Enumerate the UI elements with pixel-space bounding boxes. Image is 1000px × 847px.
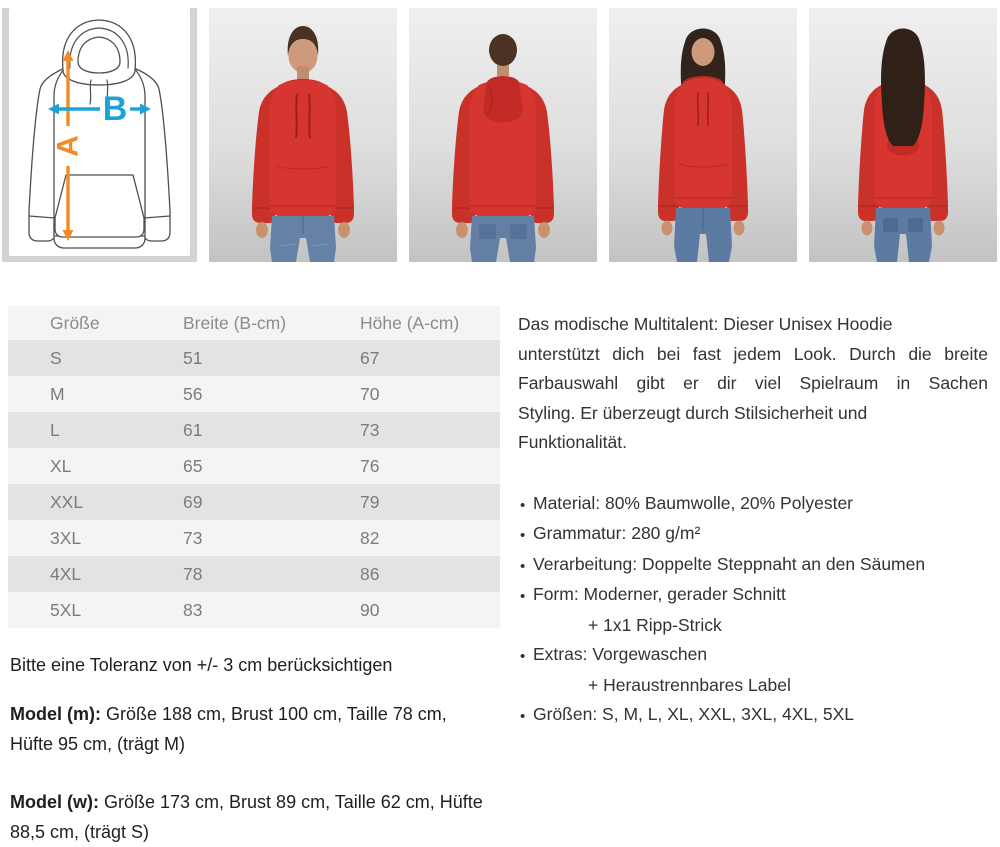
feature-text: Extras: Vorgewaschen [533,644,708,664]
size-table-header [8,306,500,340]
size-table [8,306,500,628]
model-m-label: Model (m): [10,704,101,724]
intro-line: Styling. Er überzeugt durch Stilsicherheit und [518,402,868,423]
woman-front-photo [609,8,797,262]
feature-subitem-label: + Heraustrennbares Label [588,674,791,695]
description-intro [518,310,988,458]
bullet-icon [518,550,533,581]
intro-line: unterstützt dich bei fast jedem Look. Durch die breite [518,343,988,364]
model-w-label: Model (w): [10,792,99,812]
intro-line: Funktionalität. [518,432,627,452]
height-cell: 73 [360,419,380,440]
model-m-note [10,700,484,759]
table-row-s [8,340,500,376]
feature-text: Grammatur: 280 g/m² [533,523,701,543]
feature-item-form [518,580,988,611]
height-cell: 67 [360,347,380,368]
table-row-5xl [8,592,500,628]
photo-man-back[interactable] [409,8,597,262]
feature-text: Größen: S, M, L, XL, XXL, 3XL, 4XL, 5XL [533,704,854,724]
size-cell: 4XL [50,563,82,584]
feature-item-extras [518,640,988,671]
table-row-xl [8,448,500,484]
feature-subitem-ripp-strick: + 1x1 Ripp-Strick [588,614,722,635]
column-header-height: Höhe (A-cm) [360,312,460,333]
height-measure-label: A [51,135,85,157]
table-row-4xl [8,556,500,592]
table-row-m [8,376,500,412]
bullet-icon [518,489,533,520]
bullet-icon [518,640,533,671]
model-m-text: Größe 188 cm, Brust 100 cm, Taille 78 cm, Hüfte 95 cm, (trägt M) [10,704,447,754]
photo-woman-front[interactable] [609,8,797,262]
width-cell: 69 [183,491,203,512]
feature-text: Verarbeitung: Doppelte Steppnaht an den Säumen [533,553,926,574]
width-cell: 83 [183,599,203,620]
feature-text: Material: 80% Baumwolle, 20% Polyester [533,492,854,513]
feature-item-material [518,489,988,520]
table-row-l [8,412,500,448]
intro-line: Farbauswahl gibt er dir viel Spielraum in Sachen [518,373,988,393]
feature-item-groessen [518,700,988,731]
height-cell: 82 [360,527,380,548]
size-cell: 3XL [50,527,82,548]
width-cell: 65 [183,455,203,476]
product-description [518,310,988,731]
tolerance-note: Bitte eine Toleranz von +/- 3 cm berücksichtigen [10,655,393,675]
feature-text: Form: Moderner, gerader Schnitt [533,584,786,604]
model-w-text: Größe 173 cm, Brust 89 cm, Taille 62 cm, Hüfte 88,5 cm, (trägt S) [10,792,483,842]
size-diagram-panel[interactable] [2,8,197,262]
hoodie-measurement-diagram [2,8,197,262]
size-cell: 5XL [50,599,82,620]
man-back-photo [409,8,597,262]
column-header-width: Breite (B-cm) [183,312,287,333]
width-measure-label: B [102,90,128,128]
height-cell: 70 [360,383,380,404]
model-w-note [10,788,484,847]
table-row-xxl [8,484,500,520]
man-front-photo [209,8,397,262]
feature-item-verarbeitung [518,550,988,581]
size-cell: L [50,419,60,440]
height-cell: 86 [360,563,380,584]
table-row-3xl [8,520,500,556]
photo-man-front[interactable] [209,8,397,262]
woman-back-photo [809,8,997,262]
width-cell: 73 [183,527,203,548]
size-cell: S [50,347,62,368]
photo-woman-back[interactable] [809,8,997,262]
bullet-icon [518,700,533,731]
height-cell: 90 [360,599,380,620]
size-cell: XL [50,455,72,476]
width-cell: 78 [183,563,203,584]
intro-line: Das modische Multitalent: Dieser Unisex Hoodie [518,314,893,334]
size-cell: XXL [50,491,84,512]
width-cell: 61 [183,419,203,440]
feature-list [518,489,988,731]
feature-item-grammatur [518,519,988,550]
product-gallery [2,8,997,262]
height-cell: 76 [360,455,380,476]
column-header-size: Größe [50,312,100,333]
width-cell: 56 [183,383,203,404]
bullet-icon [518,580,533,611]
width-cell: 51 [183,347,203,368]
bullet-icon [518,519,533,550]
size-cell: M [50,383,65,404]
height-cell: 79 [360,491,380,512]
